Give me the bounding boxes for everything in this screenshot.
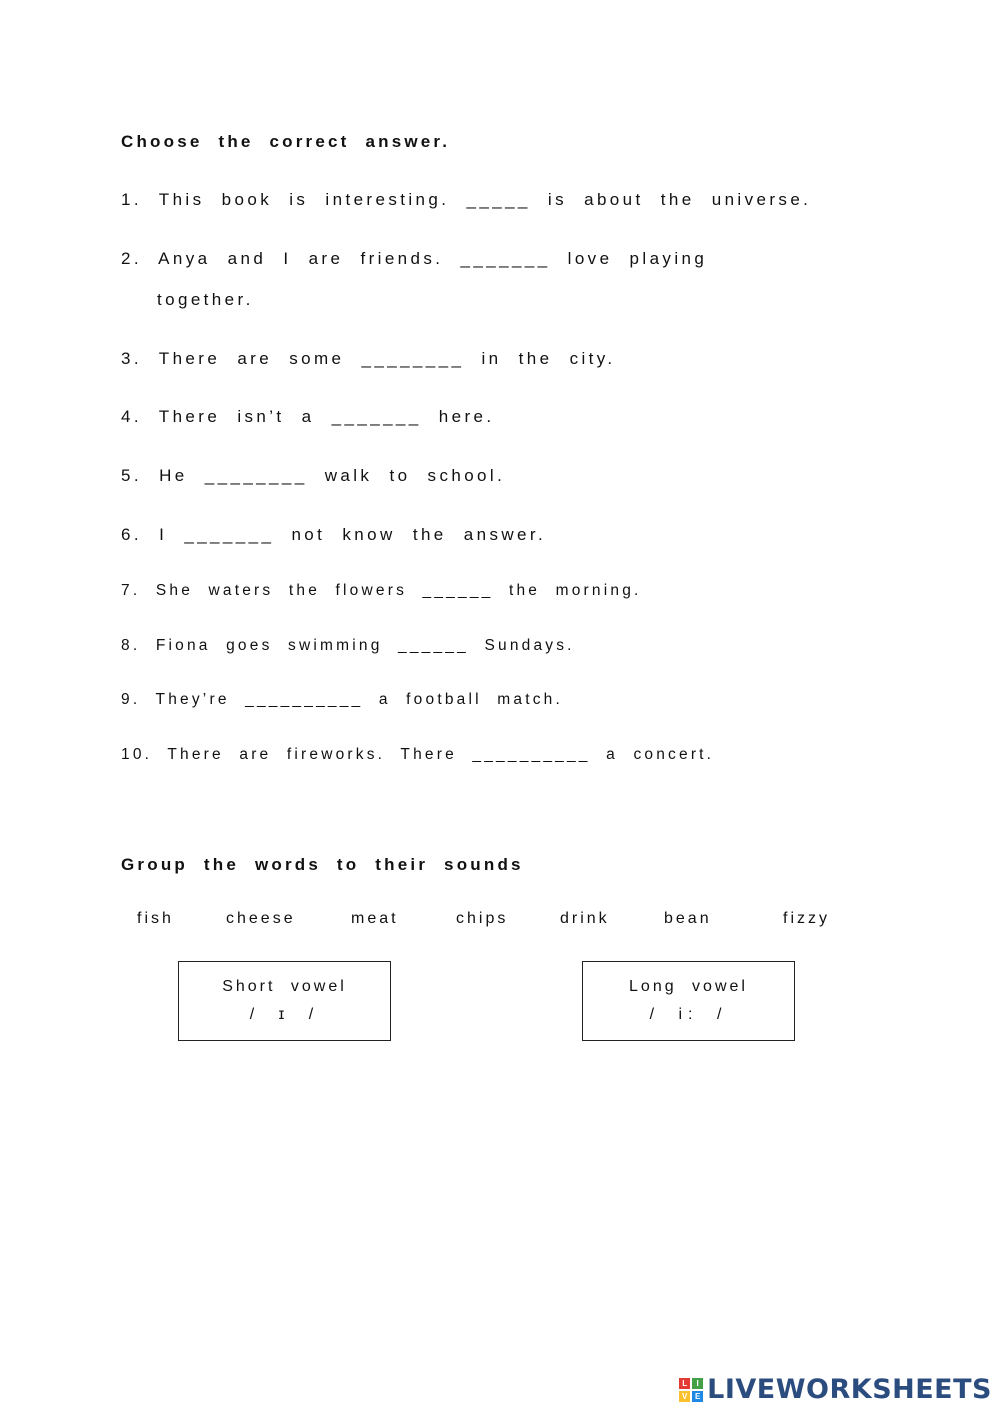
question-2-continued: together. <box>157 290 254 309</box>
short-vowel-label: Short vowel <box>222 978 347 995</box>
question-2: 2. Anya and I are friends. _______ love playing <box>121 249 708 268</box>
word-drink: drink <box>560 910 610 927</box>
question-1: 1. This book is interesting. _____ is about the universe. <box>121 190 812 209</box>
word-fish: fish <box>137 910 174 927</box>
logo-tile-l: L <box>679 1378 690 1389</box>
question-4: 4. There isn’t a _______ here. <box>121 407 495 426</box>
liveworksheets-brand: LIVEWORKSHEETS <box>707 1374 992 1405</box>
question-5: 5. He ________ walk to school. <box>121 466 506 485</box>
logo-tile-i: I <box>692 1378 703 1389</box>
question-8: 8. Fiona goes swimming ______ Sundays. <box>121 637 575 654</box>
word-chips: chips <box>456 910 509 927</box>
long-vowel-label: Long vowel <box>629 978 748 995</box>
logo-tile-v: V <box>679 1391 690 1402</box>
long-vowel-symbol: / i: / <box>649 1006 728 1023</box>
short-vowel-symbol: / ɪ / <box>249 1006 320 1023</box>
short-vowel-box[interactable] <box>178 961 391 1041</box>
word-bean: bean <box>664 910 712 927</box>
question-6: 6. I _______ not know the answer. <box>121 525 547 544</box>
question-3: 3. There are some ________ in the city. <box>121 349 616 368</box>
word-fizzy: fizzy <box>783 910 830 927</box>
question-9: 9. They’re __________ a football match. <box>121 691 563 708</box>
word-cheese: cheese <box>226 910 296 927</box>
liveworksheets-footer <box>679 1374 992 1405</box>
question-7: 7. She waters the flowers ______ the morning. <box>121 582 642 599</box>
word-meat: meat <box>351 910 399 927</box>
logo-tile-e: E <box>692 1391 703 1402</box>
section-title-group: Group the words to their sounds <box>121 855 524 874</box>
liveworksheets-logo-icon <box>679 1378 703 1402</box>
question-10: 10. There are fireworks. There __________ a concert. <box>121 746 715 763</box>
section-title-choose: Choose the correct answer. <box>121 132 451 151</box>
long-vowel-box[interactable] <box>582 961 795 1041</box>
